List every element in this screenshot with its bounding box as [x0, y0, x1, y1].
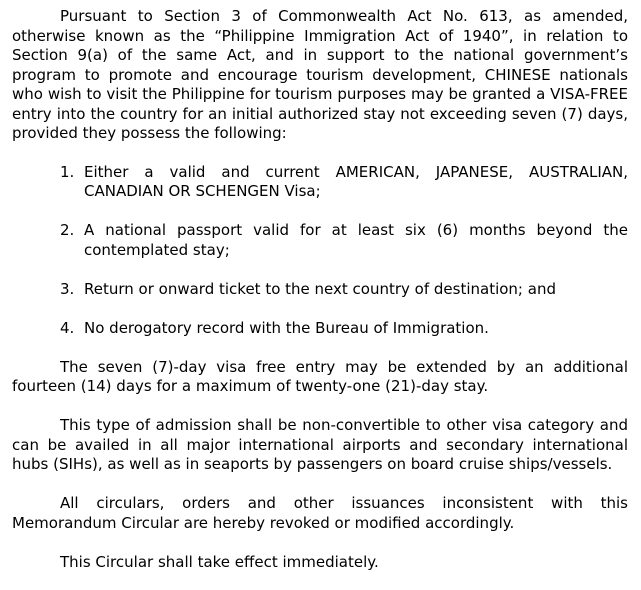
requirement-item: [12, 163, 628, 202]
admission-paragraph: This type of admission shall be non-convertible to other visa category and can be availed in all major international airports and secondary international hubs (SIHs), as well as in seaports by passengers on board cruise ships/vessels.: [12, 416, 628, 473]
requirement-text: A national passport valid for at least six (6) months beyond the contemplated stay;: [84, 221, 628, 259]
requirement-item: [12, 319, 628, 339]
effectivity-paragraph: This Circular shall take effect immediately.: [60, 552, 379, 571]
memorandum-circular-body: [12, 7, 628, 572]
requirement-number: 3.: [60, 279, 75, 298]
requirement-number: 4.: [60, 318, 75, 337]
requirement-text: Return or onward ticket to the next country of destination; and: [84, 279, 556, 298]
requirement-text: Either a valid and current AMERICAN, JAPANESE, AUSTRALIAN, CANADIAN OR SCHENGEN Visa;: [84, 162, 628, 200]
requirement-item: [12, 280, 628, 300]
requirement-number: 2.: [60, 221, 75, 239]
revocation-paragraph: All circulars, orders and other issuances inconsistent with this Memorandum Circular are hereby revoked or modified accordingly.: [12, 494, 628, 532]
requirement-text: No derogatory record with the Bureau of Immigration.: [84, 318, 489, 337]
requirement-number: 1.: [60, 162, 75, 181]
intro-paragraph: Pursuant to Section 3 of Commonwealth Act No. 613, as amended, otherwise known as the “Philippine Immigration Act of 1940”, in relation to Section 9(a) of the same Act, and in support to the national government’s program to promote and encourage tourism development, CHINESE nationals who wish to visit the Philippine for tourism purposes may be granted a VISA-FREE entry into the country for an initial authorized stay not exceeding seven (7) days, provided they possess the following:: [12, 7, 628, 142]
extension-paragraph: The seven (7)-day visa free entry may be extended by an additional fourteen (14) days for a maximum of twenty-one (21)-day stay.: [12, 357, 628, 395]
requirement-item: [12, 221, 628, 260]
requirements-list: [12, 163, 628, 339]
